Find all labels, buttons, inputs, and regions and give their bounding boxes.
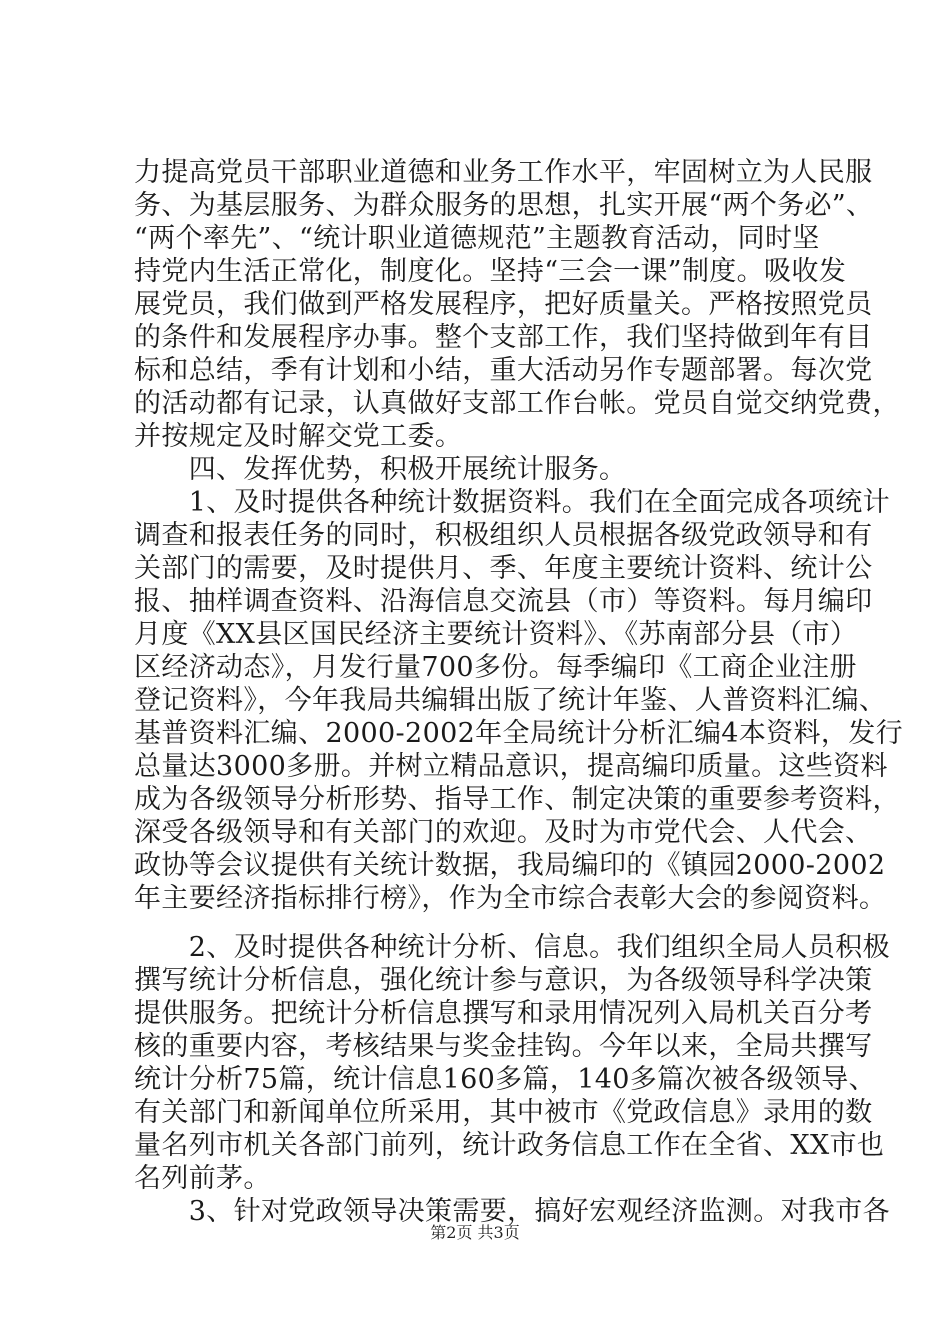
body-text-line: 持党内生活正常化，制度化。坚持“三会一课”制度。吸收发: [134, 256, 847, 287]
body-text-line: 量名列市机关各部门前列，统计政务信息工作在全省、XX市也: [134, 1130, 885, 1161]
body-text-line: 年主要经济指标排行榜》，作为全市综合表彰大会的参阅资料。: [134, 883, 887, 914]
body-text-line: 月度《XX县区国民经济主要统计资料》、《苏南部分县（市）: [134, 619, 858, 650]
body-text-line: 3、针对党政领导决策需要，搞好宏观经济监测。对我市各: [134, 1196, 890, 1227]
body-text-line: 基普资料汇编、2000-2002年全局统计分析汇编4本资料，发行: [134, 718, 903, 749]
body-text-line: 名列前茅。: [134, 1163, 271, 1194]
section-heading: 四、发挥优势，积极开展统计服务。: [134, 454, 627, 485]
body-text-line: 1、及时提供各种统计数据资料。我们在全面完成各项统计: [134, 487, 890, 518]
body-text-line: 统计分析75篇，统计信息160多篇，140多篇次被各级领导、: [134, 1064, 876, 1095]
body-text-line: 务、为基层服务、为群众服务的思想，扎实开展“两个务必”、: [134, 190, 874, 221]
body-text-line: 成为各级领导分析形势、指导工作、制定决策的重要参考资料，: [134, 784, 900, 815]
body-text-line: 报、抽样调查资料、沿海信息交流县（市）等资料。每月编印: [134, 586, 873, 617]
body-text-line: 登记资料》，今年我局共编辑出版了统计年鉴、人普资料汇编、: [134, 685, 887, 716]
body-text-line: 的条件和发展程序办事。整个支部工作，我们坚持做到年有目: [134, 322, 873, 353]
body-text-line: 政协等会议提供有关统计数据，我局编印的《镇园2000-2002: [134, 850, 886, 881]
body-text-line: 并按规定及时解交党工委。: [134, 421, 463, 452]
body-text-line: 的活动都有记录，认真做好支部工作台帐。党员自觉交纳党费，: [134, 388, 900, 419]
page-number-footer: 第2页 共3页: [430, 1223, 520, 1242]
body-text-line: 有关部门和新闻单位所采用，其中被市《党政信息》录用的数: [134, 1097, 873, 1128]
body-text-line: 区经济动态》，月发行量700多份。每季编印《工商企业注册: [134, 652, 857, 683]
body-text-line: 核的重要内容，考核结果与奖金挂钩。今年以来，全局共撰写: [134, 1031, 873, 1062]
body-text-line: 撰写统计分析信息，强化统计参与意识，为各级领导科学决策: [134, 965, 873, 996]
body-text-line: 标和总结，季有计划和小结，重大活动另作专题部署。每次党: [134, 355, 873, 386]
body-text-line: 提供服务。把统计分析信息撰写和录用情况列入局机关百分考: [134, 998, 873, 1029]
body-text-line: 展党员，我们做到严格发展程序，把好质量关。严格按照党员: [134, 289, 873, 320]
body-text-line: 总量达3000多册。并树立精品意识，提高编印质量。这些资料: [134, 751, 888, 782]
body-text-line: 深受各级领导和有关部门的欢迎。及时为市党代会、人代会、: [134, 817, 873, 848]
body-text-line: “两个率先”、“统计职业道德规范”主题教育活动，同时坚: [134, 223, 820, 254]
body-text-line: 调查和报表任务的同时，积极组织人员根据各级党政领导和有: [134, 520, 873, 551]
body-text-line: 力提高党员干部职业道德和业务工作水平，牢固树立为人民服: [134, 157, 873, 188]
body-text-line: 关部门的需要，及时提供月、季、年度主要统计资料、统计公: [134, 553, 873, 584]
body-text-line: 2、及时提供各种统计分析、信息。我们组织全局人员积极: [134, 932, 890, 963]
